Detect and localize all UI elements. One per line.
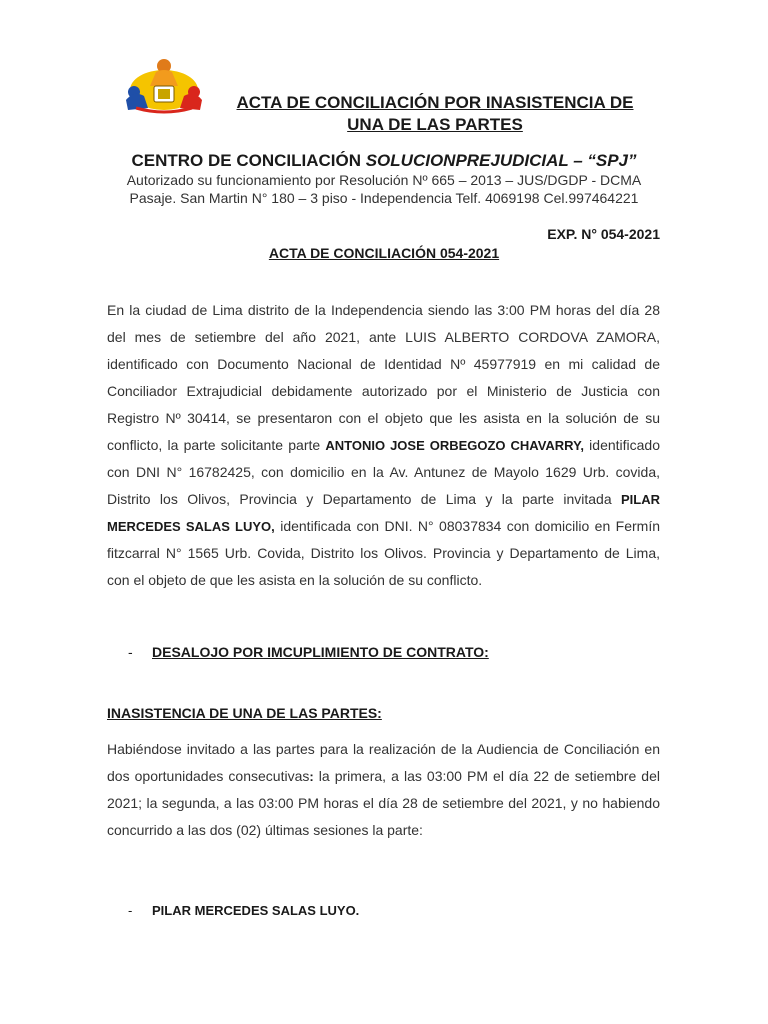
absent-party-name: PILAR MERCEDES SALAS LUYO. xyxy=(152,903,360,918)
center-brand-name: SOLUCIONPREJUDICIAL – “SPJ” xyxy=(365,151,637,170)
intro-text-1: En la ciudad de Lima distrito de la Independencia siendo las 3:00 PM horas del día 28 del mes de setiembre del año 2021, ante LUIS ALBERTO CORDOVA ZAMORA, identificado con Documento Nacional de Identidad Nº 45977919 en mi calidad de Conciliador Extrajudicial debidamente autorizado por el Ministerio de Justicia con Registro Nº 30414, se presentaron con el objeto que les asista en la solución de su conflicto, la parte solicitante parte xyxy=(107,302,660,453)
matter-text: DESALOJO POR IMCUPLIMIENTO DE CONTRATO: xyxy=(152,644,489,660)
solicitante-name: ANTONIO JOSE ORBEGOZO CHAVARRY, xyxy=(325,438,584,453)
conciliation-logo-icon xyxy=(122,56,206,114)
absence-text-2: la primera, a las 03:00 PM el día 22 de setiembre del 2021; la segunda, a las 03:00 PM horas el día 28 de setiembre del 2021, y no habiendo concurrido a las dos (02) últimas sesiones la parte: xyxy=(107,768,660,838)
intro-text-2: identificado con DNI N° 16782425, con domicilio en la Av. Antunez de Mayolo 1629 Urb. covida, Distrito los Olivos, Provincia y Departamento de Lima y la parte invitada xyxy=(107,437,660,507)
intro-paragraph xyxy=(107,297,660,594)
acta-number: ACTA DE CONCILIACIÓN 054-2021 xyxy=(268,245,500,261)
document-title-line1: ACTA DE CONCILIACIÓN POR INASISTENCIA DE xyxy=(236,93,634,112)
matter-bullet xyxy=(128,644,489,660)
intro-text-3: identificada con DNI. N° 08037834 con domicilio en Fermín fitzcarral N° 1565 Urb. Covida, Distrito los Olivos. Provincia y Departamento de Lima, con el objeto de que les asista en la solución de su conflicto. xyxy=(107,518,661,588)
authorization-line: Autorizado su funcionamiento por Resolución Nº 665 – 2013 – JUS/DGDP - DCMA xyxy=(126,172,642,188)
absence-text-1: Habiéndose invitado a las partes para la realización de la Audiencia de Conciliación en dos oportunidades consecutivas xyxy=(107,741,660,784)
center-prefix: CENTRO DE CONCILIACIÓN xyxy=(131,151,366,170)
expediente-number: EXP. N° 054-2021 xyxy=(547,226,660,242)
bullet-dash: - xyxy=(128,903,133,918)
absence-colon: : xyxy=(309,769,314,784)
document-title-line2: UNA DE LAS PARTES xyxy=(347,115,523,134)
section-heading: INASISTENCIA DE UNA DE LAS PARTES: xyxy=(107,705,382,721)
address-line: Pasaje. San Martin N° 180 – 3 piso - Independencia Telf. 4069198 Cel.997464221 xyxy=(129,190,639,206)
invitada-name: PILAR MERCEDES SALAS LUYO, xyxy=(107,492,660,534)
bullet-dash: - xyxy=(128,644,133,660)
absent-party-bullet xyxy=(128,903,359,918)
absence-paragraph xyxy=(107,736,660,844)
conciliation-center-name xyxy=(0,151,768,171)
